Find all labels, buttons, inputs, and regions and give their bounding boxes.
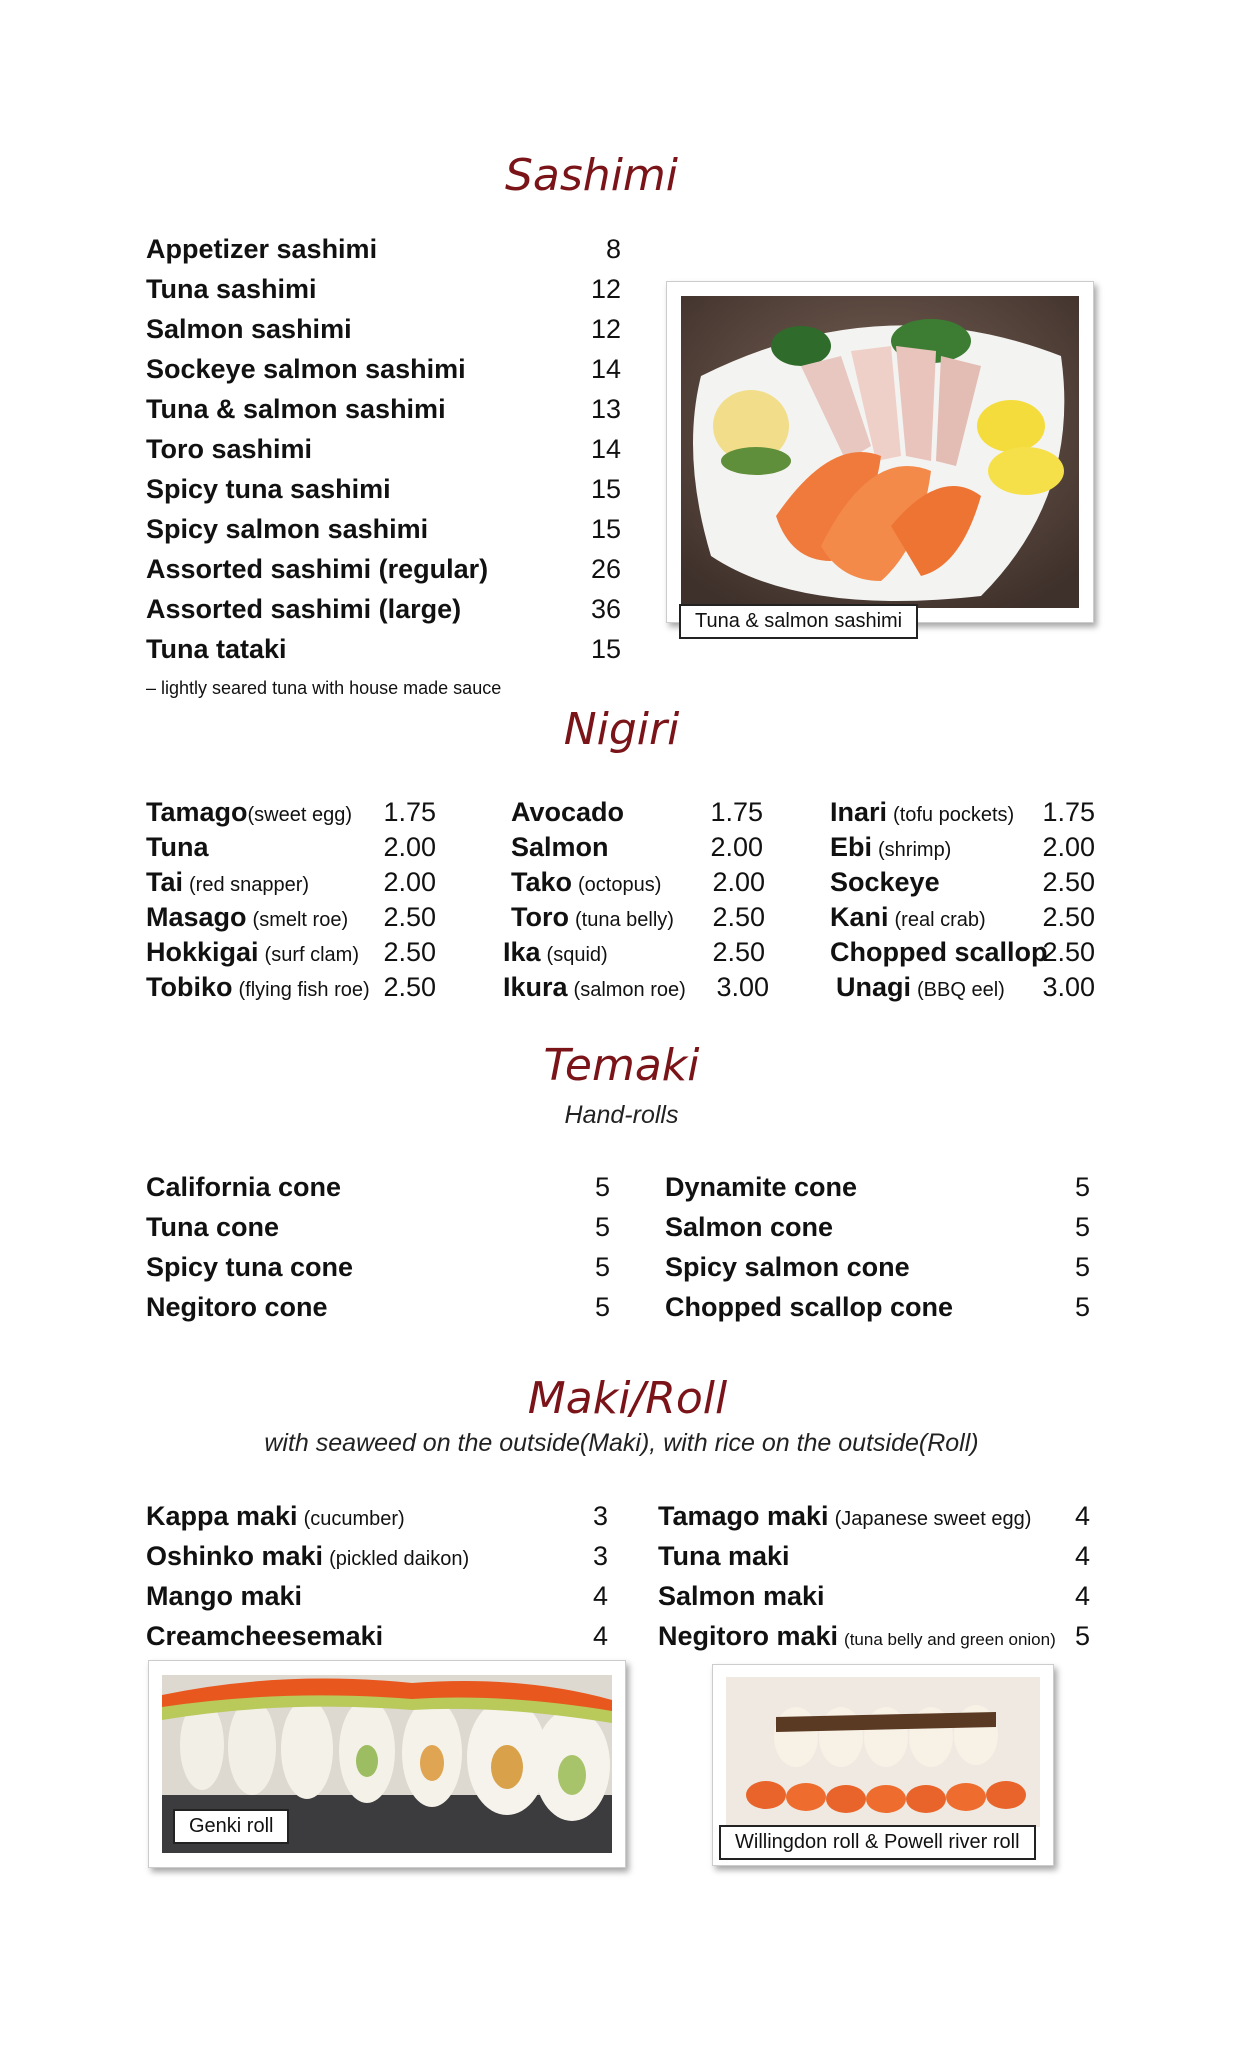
item-note: (smelt roe)	[252, 909, 349, 931]
item-price: 1.75	[383, 797, 436, 827]
item-note: (pickled daikon)	[329, 1548, 470, 1570]
item-price: 3.00	[716, 972, 769, 1002]
item-name: Tai	[146, 867, 184, 897]
item-price: 2.00	[383, 867, 436, 897]
item-note: (octopus)	[578, 874, 662, 896]
item-note: (shrimp)	[878, 839, 952, 861]
list-item	[146, 972, 436, 1012]
willingdon-roll-photo	[726, 1677, 1040, 1827]
item-price: 4	[1074, 1581, 1090, 1611]
item-price: 15	[590, 474, 621, 504]
item-price: 2.00	[1042, 832, 1095, 862]
item-price: 5	[1074, 1292, 1090, 1322]
list-item	[146, 1581, 608, 1621]
list-item	[658, 1581, 1090, 1621]
list-item	[830, 902, 1095, 942]
list-item	[146, 634, 621, 674]
list-item	[503, 972, 769, 1012]
item-name: Negitoro cone	[146, 1292, 328, 1322]
list-item	[146, 314, 621, 354]
item-name: Ikura	[503, 972, 568, 1002]
item-price: 15	[590, 514, 621, 544]
list-item	[146, 394, 621, 434]
list-item	[665, 1292, 1090, 1332]
item-price: 4	[592, 1621, 608, 1651]
sashimi-title: Sashimi	[504, 150, 678, 201]
list-item	[146, 434, 621, 474]
item-price: 1.75	[1042, 797, 1095, 827]
item-name: Salmon maki	[658, 1581, 825, 1611]
item-note: (tofu pockets)	[893, 804, 1015, 826]
item-price: 26	[590, 554, 621, 584]
item-price: 2.50	[383, 972, 436, 1002]
item-name: Spicy tuna cone	[146, 1252, 354, 1282]
list-item	[658, 1621, 1090, 1661]
list-item	[146, 832, 436, 872]
item-name: Assorted sashimi (regular)	[146, 554, 489, 584]
item-name: Tamago maki	[658, 1501, 829, 1531]
list-item	[146, 554, 621, 594]
item-name: Masago	[146, 902, 247, 932]
list-item	[146, 1621, 608, 1661]
item-note: (tuna belly and green onion)	[844, 1630, 1056, 1649]
item-name: Hokkigai	[146, 937, 259, 967]
item-name: Creamcheesemaki	[146, 1621, 384, 1651]
item-price: 14	[590, 434, 621, 464]
item-note: (sweet egg)	[247, 804, 353, 826]
item-name: Assorted sashimi (large)	[146, 594, 462, 624]
item-name: Ika	[503, 937, 541, 967]
item-price: 12	[590, 274, 621, 304]
item-price: 13	[590, 394, 621, 424]
item-price: 3	[592, 1501, 608, 1531]
item-name: Tuna cone	[146, 1212, 280, 1242]
item-price: 14	[590, 354, 621, 384]
item-price: 8	[605, 234, 621, 264]
item-price: 2.50	[712, 937, 765, 967]
item-price: 12	[590, 314, 621, 344]
item-name: Spicy tuna sashimi	[146, 474, 391, 504]
genki-roll-caption: Genki roll	[173, 1809, 289, 1844]
item-name: Kappa maki	[146, 1501, 298, 1531]
item-note: (Japanese sweet egg)	[834, 1508, 1032, 1530]
list-item	[146, 354, 621, 394]
sashimi-photo-caption: Tuna & salmon sashimi	[679, 604, 918, 639]
item-name: Inari	[830, 797, 888, 827]
item-price: 5	[594, 1292, 610, 1322]
list-item	[146, 594, 621, 634]
item-name: California cone	[146, 1172, 342, 1202]
list-item	[830, 937, 1095, 977]
item-price: 4	[592, 1581, 608, 1611]
item-price: 2.00	[712, 867, 765, 897]
item-note: (squid)	[546, 944, 608, 966]
item-name: Kani	[830, 902, 889, 932]
sashimi-plate-image	[681, 296, 1079, 608]
list-item	[836, 972, 1095, 1012]
item-price: 5	[1074, 1621, 1090, 1651]
item-name: Oshinko maki	[146, 1541, 324, 1571]
item-note: (flying fish roe)	[238, 979, 370, 1001]
list-item	[830, 867, 1095, 907]
item-name: Appetizer sashimi	[146, 234, 378, 264]
list-item	[658, 1541, 1090, 1581]
temaki-title: Temaki	[543, 1040, 700, 1091]
item-price: 2.50	[383, 902, 436, 932]
item-note: (surf clam)	[264, 944, 359, 966]
maki-title: Maki/Roll	[527, 1373, 728, 1424]
item-name: Salmon	[511, 832, 609, 862]
item-name: Unagi	[836, 972, 912, 1002]
list-item	[665, 1172, 1090, 1212]
item-price: 5	[594, 1212, 610, 1242]
item-price: 4	[1074, 1501, 1090, 1531]
item-note: (salmon roe)	[573, 979, 686, 1001]
item-price: 2.50	[1042, 937, 1095, 967]
item-price: 5	[1074, 1212, 1090, 1242]
item-price: 2.50	[1042, 867, 1095, 897]
item-name: Spicy salmon sashimi	[146, 514, 429, 544]
list-item	[146, 1172, 610, 1212]
item-note: (tuna belly)	[574, 909, 674, 931]
item-price: 5	[594, 1172, 610, 1202]
list-item	[146, 1292, 610, 1332]
nigiri-title: Nigiri	[563, 704, 680, 755]
list-item	[511, 832, 763, 872]
item-name: Tuna & salmon sashimi	[146, 394, 446, 424]
item-name: Sockeye salmon sashimi	[146, 354, 466, 384]
item-price: 3	[592, 1541, 608, 1571]
item-name: Sockeye	[830, 867, 940, 897]
item-note: (cucumber)	[303, 1508, 405, 1530]
list-item	[146, 474, 621, 514]
item-note: (red snapper)	[189, 874, 310, 896]
item-name: Chopped scallop cone	[665, 1292, 954, 1322]
item-name: Mango maki	[146, 1581, 303, 1611]
item-price: 5	[1074, 1172, 1090, 1202]
list-item	[146, 902, 436, 942]
item-name: Salmon cone	[665, 1212, 834, 1242]
willingdon-roll-image	[726, 1677, 1040, 1827]
item-name: Chopped scallop	[830, 937, 1048, 967]
item-price: 2.00	[383, 832, 436, 862]
item-price: 36	[590, 594, 621, 624]
item-name: Avocado	[511, 797, 625, 827]
list-item	[146, 1541, 608, 1581]
item-name: Tuna	[146, 832, 209, 862]
list-item	[503, 937, 765, 977]
willingdon-roll-photo-frame	[712, 1664, 1054, 1866]
list-item	[146, 514, 621, 554]
item-note: (BBQ eel)	[917, 979, 1005, 1001]
item-price: 15	[590, 634, 621, 664]
item-name: Tuna maki	[658, 1541, 790, 1571]
item-price: 1.75	[710, 797, 763, 827]
item-name: Negitoro maki	[658, 1621, 839, 1651]
list-item	[146, 274, 621, 314]
list-item	[146, 797, 436, 837]
temaki-subtitle: Hand-rolls	[564, 1101, 679, 1129]
list-item	[665, 1212, 1090, 1252]
item-name: Toro	[511, 902, 569, 932]
item-name: Dynamite cone	[665, 1172, 858, 1202]
item-name: Toro sashimi	[146, 434, 313, 464]
item-name: Tamago	[146, 797, 248, 827]
genki-roll-photo-frame	[148, 1660, 626, 1868]
item-name: Tuna sashimi	[146, 274, 317, 304]
item-price: 2.50	[1042, 902, 1095, 932]
list-item	[146, 1501, 608, 1541]
sashimi-photo	[681, 296, 1079, 608]
willingdon-roll-caption: Willingdon roll & Powell river roll	[719, 1825, 1036, 1860]
list-item	[665, 1252, 1090, 1292]
list-item	[146, 867, 436, 907]
list-item	[511, 867, 765, 907]
item-price: 4	[1074, 1541, 1090, 1571]
item-price: 5	[594, 1252, 610, 1282]
list-item	[830, 797, 1095, 837]
sashimi-footnote: – lightly seared tuna with house made sauce	[146, 678, 502, 698]
sashimi-photo-frame	[666, 281, 1094, 632]
item-price: 2.50	[383, 937, 436, 967]
item-name: Ebi	[830, 832, 873, 862]
item-name: Tobiko	[146, 972, 233, 1002]
list-item	[146, 1212, 610, 1252]
item-name: Spicy salmon cone	[665, 1252, 910, 1282]
list-item	[830, 832, 1095, 872]
list-item	[658, 1501, 1090, 1541]
item-price: 2.50	[712, 902, 765, 932]
list-item	[146, 234, 621, 274]
item-price: 2.00	[710, 832, 763, 862]
maki-subtitle: with seaweed on the outside(Maki), with rice on the outside(Roll)	[264, 1429, 979, 1457]
item-name: Tuna tataki	[146, 634, 287, 664]
list-item	[146, 937, 436, 977]
item-name: Salmon sashimi	[146, 314, 352, 344]
item-name: Tako	[511, 867, 573, 897]
item-price: 5	[1074, 1252, 1090, 1282]
list-item	[146, 1252, 610, 1292]
list-item	[511, 902, 765, 942]
item-note: (real crab)	[894, 909, 986, 931]
item-price: 3.00	[1042, 972, 1095, 1002]
list-item	[511, 797, 763, 837]
